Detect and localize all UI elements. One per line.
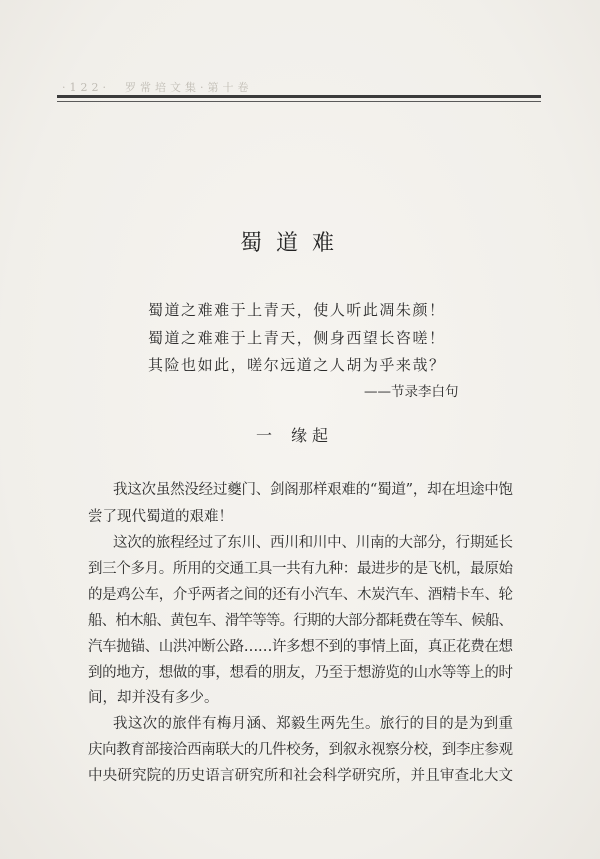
body-line: 庆向教育部接洽西南联大的几件校务，到叙永视察分校，到李庄参观 bbox=[88, 742, 513, 758]
body-line: 我这次的旅伴有梅月涵、郑毅生两先生。旅行的目的是为到重 bbox=[113, 716, 514, 732]
header-rule-thick bbox=[57, 95, 541, 98]
epigraph-line: 蜀道之难难于上青天，侧身西望长咨嗟！ bbox=[148, 329, 446, 347]
epigraph-line: 其险也如此，嗟尔远道之人胡为乎来哉？ bbox=[148, 356, 446, 374]
body-line: 船、柏木船、黄包车、滑竿等等。行期的大部分都耗费在等车、候船、 bbox=[88, 613, 513, 629]
body-line: 中央研究院的历史语言研究所和社会科学研究所，并且审查北大文 bbox=[88, 768, 514, 784]
article-title: 蜀道难 bbox=[240, 231, 349, 256]
section-title: 缘起 bbox=[291, 426, 334, 445]
body-line: 的是鸡公车，介乎两者之间的还有小汽车、木炭汽车、酒精卡车、轮 bbox=[88, 587, 513, 603]
body-line: 汽车抛锚、山洪冲断公路……许多想不到的事情上面，真正花费在想 bbox=[88, 639, 513, 655]
body-line: 到三个多月。所用的交通工具一共有九种：最进步的是飞机，最原始 bbox=[88, 561, 513, 577]
section-number: 一 bbox=[256, 426, 273, 445]
body-line: 尝了现代蜀道的艰难！ bbox=[88, 509, 233, 525]
running-header: ·122· 罗常培文集·第十卷 bbox=[62, 81, 253, 94]
body-line: 我这次虽然没经过夔门、剑阁那样艰难的“蜀道”，却在坦途中饱 bbox=[113, 482, 513, 498]
header-rule-thin bbox=[57, 101, 541, 102]
epigraph-line: 蜀道之难难于上青天，使人听此凋朱颜！ bbox=[148, 301, 446, 319]
body-line: 到的地方，想做的事，想看的朋友，乃至于想游览的山水等等上的时 bbox=[88, 665, 513, 681]
epigraph-attribution: ——节录李白句 bbox=[364, 384, 459, 400]
body-line: 间，却并没有多少。 bbox=[88, 690, 219, 706]
body-line: 这次的旅程经过了东川、西川和川中、川南的大部分，行期延长 bbox=[113, 535, 513, 551]
